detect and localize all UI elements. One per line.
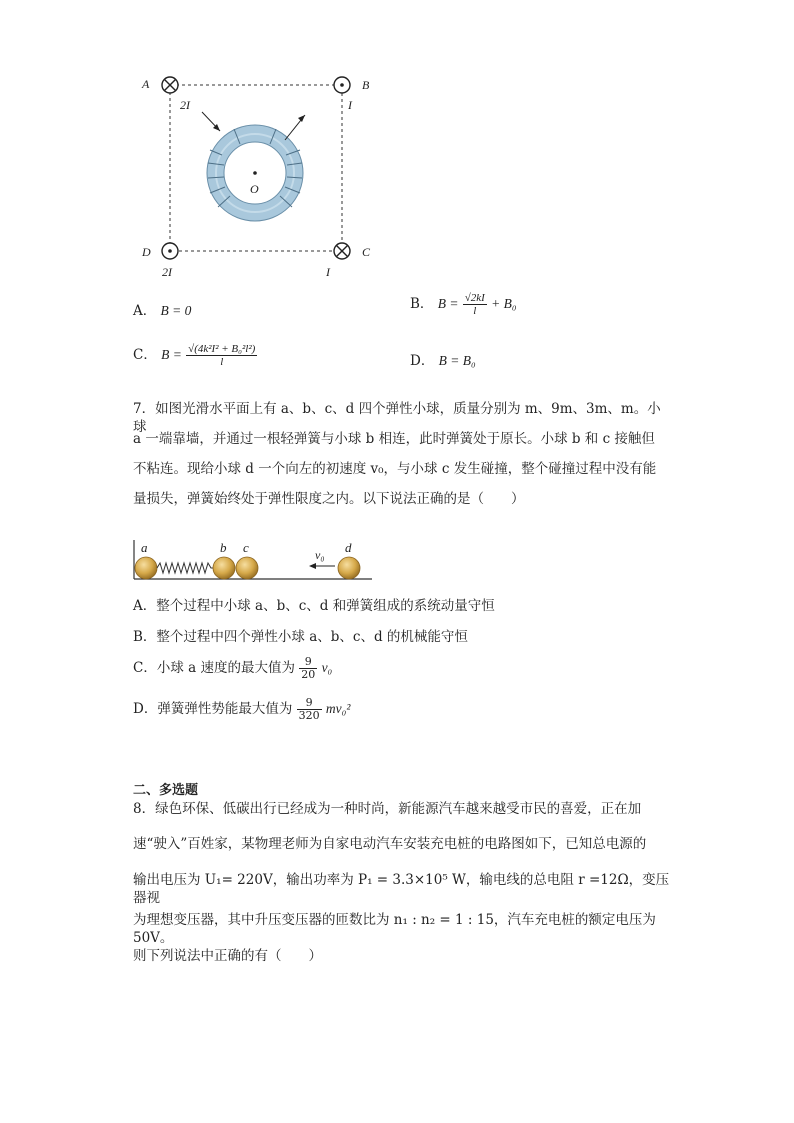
q7-option-b: B．整个过程中四个弹性小球 a、b、c、d 的机械能守恒	[133, 629, 468, 645]
velocity-arrow-icon	[309, 563, 335, 569]
svg-text:c: c	[243, 540, 249, 555]
svg-text:a: a	[141, 540, 148, 555]
label-i-bottom: I	[326, 265, 330, 279]
q7-option-d: D．弹簧弹性势能最大值为 $\frac{9}{320}$ mv₀²	[133, 696, 351, 722]
label-d: D	[142, 245, 151, 259]
q7-option-c-fraction: $\frac{9}{20}$	[301, 655, 316, 681]
svg-text:b: b	[220, 540, 227, 555]
ball-c	[236, 557, 258, 579]
current-out-arrow-icon	[285, 115, 305, 140]
ball-b	[213, 557, 235, 579]
q7-option-d-fraction: $\frac{9}{320}$	[298, 696, 320, 722]
q8-stem: 8．绿色环保、低碳出行已经成为一种时尚，新能源汽车越来越受市民的喜爱，正在加 速“驶入”百姓家，某物理老师为自家电动汽车安装充电桩的电路图如下，已知总电源的 输出电压为 U₁= 220V，输出功率为 P₁ = 3.3×10⁵ W，输电线的总电阻 r =12Ω，变压器视 为理想变压器，其中升压变压器的匝数比为 n₁ : n₂ = 1 : 15，汽车充电桩的额定电压为 50V。 则下列说法中正确的有（ ）	[133, 801, 670, 964]
current-in-arrow-icon	[202, 112, 220, 131]
q6-option-c-fraction: $\frac{\text{√(4k²I² + B₀²l²)}}{l}$	[188, 343, 256, 368]
spring	[157, 563, 213, 573]
svg-text:v₀: v₀	[315, 548, 325, 562]
label-2i-top: 2I	[180, 98, 190, 112]
q7-option-c: C．小球 a 速度的最大值为 $\frac{9}{20}$ v₀	[133, 655, 333, 681]
label-b: B	[362, 78, 370, 92]
wire-b-dot-icon	[334, 77, 350, 93]
q6-option-c: C． B = $\frac{\text{√(4k²I² + B₀²l²)}}{l}$	[133, 343, 256, 368]
label-2i-bottom: 2I	[162, 265, 172, 279]
q7-option-a: A．整个过程中小球 a、b、c、d 和弹簧组成的系统动量守恒	[133, 598, 495, 614]
q6-option-d: D． B = B₀	[410, 353, 476, 369]
magnetic-field-figure	[130, 65, 390, 285]
q6-option-b-fraction: $\frac{√2kI}{l}$	[464, 292, 485, 317]
label-o: O	[250, 182, 259, 196]
svg-text:d: d	[345, 540, 352, 555]
label-a: A	[142, 77, 150, 91]
label-i-top: I	[348, 98, 352, 112]
wire-a-cross-icon	[162, 77, 178, 93]
wire-d-dot-icon	[162, 243, 178, 259]
q6-option-b: B． B = $\frac{√2kI}{l}$ + B₀	[410, 292, 517, 317]
section-title: 二、多选题	[133, 783, 199, 798]
ball-a	[135, 557, 157, 579]
ball-d	[338, 557, 360, 579]
q6-option-a: A． B = 0	[133, 303, 192, 319]
balls-spring-figure	[128, 535, 378, 585]
q7-stem: 7．如图光滑水平面上有 a、b、c、d 四个弹性小球，质量分别为 m、9m、3m、m。小球 a 一端靠墙，并通过一根轻弹簧与小球 b 相连，此时弹簧处于原长。小球 b 和 c 接触但 不粘连。现给小球 d 一个向左的初速度 v₀，与小球 c 发生碰撞，整个碰撞过程中没有能 量损失，弹簧始终处于弹性限度之内。以下说法正确的是（ ）	[133, 401, 661, 507]
label-c: C	[362, 245, 371, 259]
toroid-coil	[207, 125, 303, 221]
wire-c-cross-icon	[334, 243, 350, 259]
